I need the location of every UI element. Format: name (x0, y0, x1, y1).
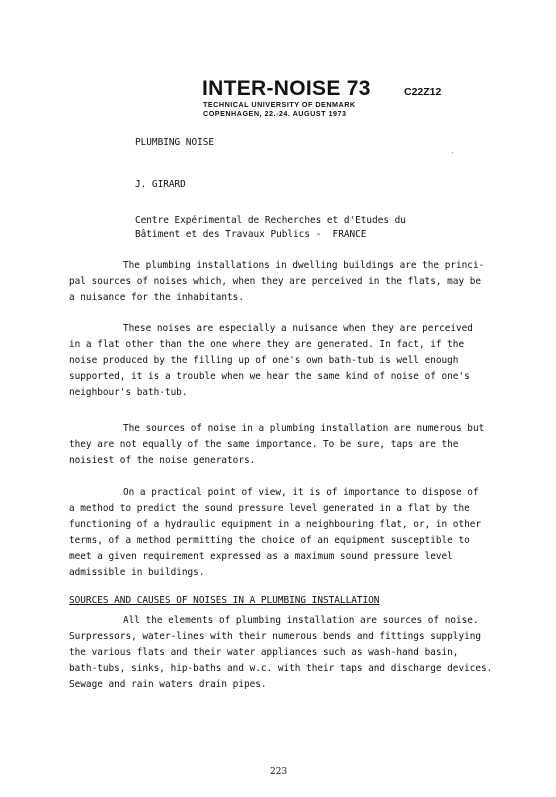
p4-line-1: On a practical point of view, it is of importance to dispose of (123, 487, 479, 498)
p2-line-3: noise produced by the filling up of one's own bath-tub is well enough (69, 355, 459, 366)
p2-line-5: neighbour's bath-tub. (69, 387, 188, 398)
conference-place-date: COPENHAGEN, 22.-24. AUGUST 1973 (203, 109, 347, 118)
scan-speck (452, 152, 453, 153)
p4-line-5: meet a given requirement expressed as a maximum sound pressure level (69, 551, 453, 562)
p2-line-4: supported, it is a trouble when we hear the same kind of noise of one's (69, 371, 470, 382)
paper-author: J. GIRARD (135, 179, 186, 190)
conference-title: INTER-NOISE 73 (202, 77, 371, 100)
p3-line-3: noisiest of the noise generators. (69, 455, 256, 466)
p4-line-4: terms, of a method permitting the choice of an equipment susceptible to (69, 535, 470, 546)
p4-line-3: functioning of a hydraulic equipment in a neighbouring flat, or, in other (69, 519, 482, 530)
affiliation-line-1: Centre Expérimental de Recherches et d'Etudes du (135, 215, 406, 226)
p2-line-2: in a flat other than the one where they are generated. In fact, if the (69, 339, 465, 350)
page-number: 223 (270, 767, 288, 777)
paper-title: PLUMBING NOISE (135, 137, 215, 148)
p4-line-2: a method to predict the sound pressure level generated in a flat by the (69, 503, 470, 514)
p2-line-1: These noises are especially a nuisance when they are perceived (123, 323, 473, 334)
p5-line-4: bath-tubs, sinks, hip-baths and w.c. with their taps and discharge devices. (69, 663, 493, 674)
p3-line-2: they are not equally of the same importance. To be sure, taps are the (69, 439, 459, 450)
p3-line-1: The sources of noise in a plumbing installation are numerous but (123, 423, 485, 434)
p5-line-3: the various flats and their water appliances such as wash-hand basin, (69, 647, 459, 658)
p5-line-2: Surpressors, water-lines with their numerous bends and fittings supplying (69, 631, 482, 642)
p5-line-5: Sewage and rain waters drain pipes. (69, 679, 267, 690)
p5-line-1: All the elements of plumbing installation are sources of noise. (123, 615, 479, 626)
p1-line-3: a nuisance for the inhabitants. (69, 292, 244, 303)
section-heading: SOURCES AND CAUSES OF NOISES IN A PLUMBING INSTALLATION (69, 595, 380, 606)
p1-line-1: The plumbing installations in dwelling buildings are the princi- (123, 260, 485, 271)
paper-code: C22Z12 (404, 86, 442, 98)
conference-university: TECHNICAL UNIVERSITY OF DENMARK (203, 100, 356, 109)
affiliation-line-2: Bâtiment et des Travaux Publics - FRANCE (135, 229, 367, 240)
p4-line-6: admissible in buildings. (69, 567, 205, 578)
p1-line-2: pal sources of noises which, when they are perceived in the flats, may be (69, 276, 482, 287)
